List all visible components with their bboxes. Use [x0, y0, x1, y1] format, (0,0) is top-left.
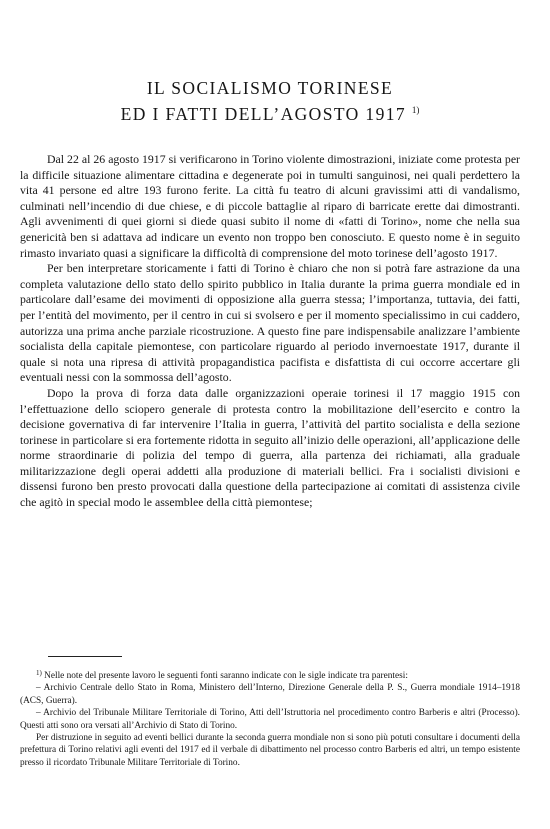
article-title [20, 77, 520, 125]
footnote-divider [48, 656, 122, 657]
body-paragraph: Dal 22 al 26 agosto 1917 si verificarono in Torino violente dimostrazioni, iniziate come protesta per la difficile situazione alimentare cittadina e degenerate poi in tumulti sanguinosi, nei quali perdettero la vita 41 persone ed altre 193 furono ferite. La città fu teatro di alcuni gravissimi atti di vandalismo, culminati nell’incendio di due chiese, e di piccole battaglie al riparo di barricate erette dai dimostranti. Agli avvenimenti di quei giorni si diede quasi subito il nome di «fatti di Torino», nome che nella sua genericità ben si adattava ad indicare un evento non troppo ben conosciuto. E questo nome è in seguito rimasto invariato quasi a significare la difficoltà di comprensione del moto torinese dell’agosto 1917. [20, 152, 520, 260]
title-line-2: ED I FATTI DELL’AGOSTO 1917 [120, 104, 407, 124]
body-paragraph: Dopo la prova di forza data dalle organizzazioni operaie torinesi il 17 maggio 1915 con l’effettuazione dello sciopero generale di protesta contro la mobilitazione dell’esercito e contro la decisione governativa di far intervenire l’Italia in guerra, l’attività del partito socialista e della sezione torinese in particolare si era fortemente ridotta in seguito all’inizio delle operazioni, all’applicazione delle norme straordinarie di polizia del tempo di guerra, alla partenza dei richiamati, alla graduale militarizzazione degli operai addetti alla produzione di materiali bellici. Fra i socialisti divisioni e dissensi furono ben presto provocati dalla questione della partecipazione ai comitati di assistenza civile che agitò in special modo le assemblee della città piemontese; [20, 385, 520, 510]
title-footnote-ref: 1) [411, 105, 420, 115]
footnotes [20, 667, 520, 769]
title-line-1: IL SOCIALISMO TORINESE [146, 78, 394, 98]
footnote-closing: Per distruzione in seguito ad eventi bellici durante la seconda guerra mondiale non si sono più potuti consultare i documenti della prefettura di Torino relativi agli eventi del 1917 ed il verbale di dibattimento nel processo contro Barberis ed altri, un tempo esistente presso il ricordato Tribunale Militare Territoriale di Torino. [20, 733, 520, 768]
footnote-source-2: – Archivio del Tribunale Militare Territoriale di Torino, Atti dell’Istruttoria nel procedimento contro Barberis e altri (Processo). Questi atti sono ora versati all’Archivio di Stato di Torino. [20, 708, 520, 731]
footnote-mark: 1) [36, 669, 42, 677]
article-body [20, 152, 520, 511]
footnote-intro-text: Nelle note del presente lavoro le seguenti fonti saranno indicate con le sigle indicate tra parentesi: [44, 671, 408, 681]
footnote-intro [20, 667, 520, 682]
footnote-source-1: – Archivio Centrale dello Stato in Roma, Ministero dell’Interno, Direzione Generale della P. S., Guerra mondiale 1914–1918 (ACS, Guerra). [20, 683, 520, 706]
body-paragraph: Per ben interpretare storicamente i fatti di Torino è chiaro che non si potrà fare astrazione da una completa valutazione dello stato dello spirito pubblico in Italia durante la prima guerra mondiale ed in particolare dall’esame dei movimenti di opposizione alla guerra stessa; l’importanza, tuttavia, dei fatti, per l’entità del movimento, per il centro in cui si svolsero e per il momento specialissimo in cui caddero, autorizza una prima anche parziale ricostruzione. A questo fine pare indispensabile analizzare l’ambiente socialista della capitale piemontese, con particolare riguardo al periodo invernoestate 1917, durante il quale si nota una ripresa di attività propagandistica pacifista e disfattista di cui occorre accertare gli eventuali nessi con la sommossa dell’agosto. [20, 261, 520, 385]
document-page [20, 0, 520, 829]
